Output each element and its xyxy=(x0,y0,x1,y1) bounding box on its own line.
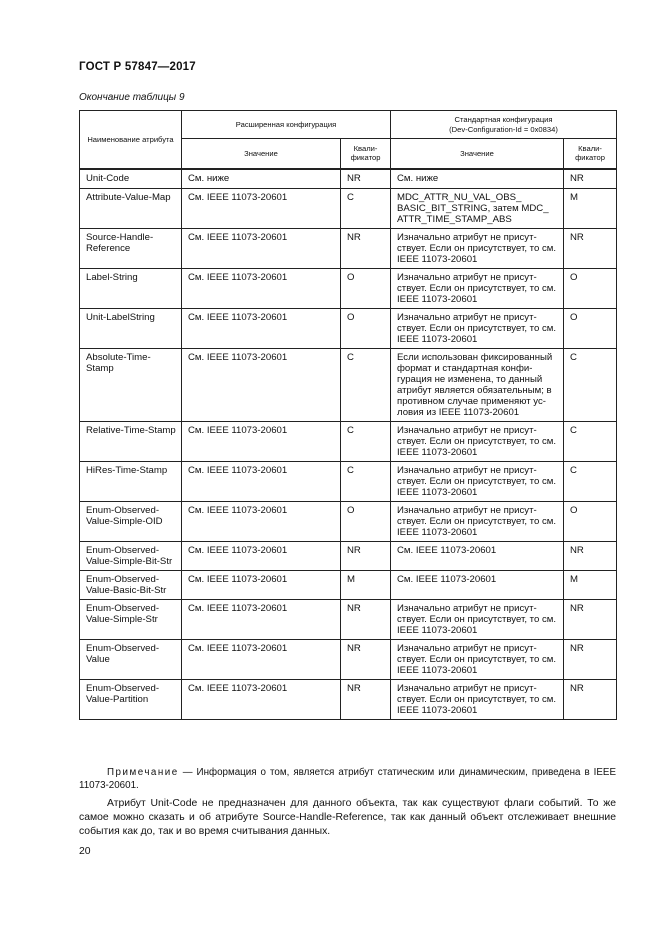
table-body xyxy=(80,169,617,720)
cell-ext-value: См. IEEE 11073-20601 xyxy=(182,462,341,502)
cell-attribute-name: Label-String xyxy=(80,269,182,309)
cell-attribute-name: Unit-Code xyxy=(80,169,182,189)
cell-std-qualifier: C xyxy=(564,349,617,422)
table-row xyxy=(80,640,617,680)
cell-std-value: Изначально атрибут не присутствует. Если он присутствует, то см. IEEE 11073-20601 xyxy=(391,680,564,720)
table-row xyxy=(80,542,617,571)
table-row xyxy=(80,269,617,309)
cell-std-value: Изначально атрибут не присутствует. Если он присутствует, то см. IEEE 11073-20601 xyxy=(391,229,564,269)
cell-std-qualifier: NR xyxy=(564,542,617,571)
table-caption: Окончание таблицы 9 xyxy=(79,92,185,103)
cell-std-value: Изначально атрибут не присутствует. Если он присутствует, то см. IEEE 11073-20601 xyxy=(391,640,564,680)
cell-std-qualifier: NR xyxy=(564,680,617,720)
cell-std-qualifier: NR xyxy=(564,600,617,640)
cell-ext-qualifier: O xyxy=(341,502,391,542)
table-row xyxy=(80,422,617,462)
col-group-standard-config xyxy=(391,111,617,139)
col-group-extended-config: Расширенная конфигурация xyxy=(182,111,391,139)
cell-attribute-name: Relative-Time-Stamp xyxy=(80,422,182,462)
cell-std-qualifier: NR xyxy=(564,169,617,189)
cell-ext-qualifier: NR xyxy=(341,229,391,269)
cell-ext-value: См. IEEE 11073-20601 xyxy=(182,600,341,640)
cell-ext-value: См. IEEE 11073-20601 xyxy=(182,542,341,571)
table-row xyxy=(80,169,617,189)
cell-ext-qualifier: NR xyxy=(341,169,391,189)
cell-ext-value: См. IEEE 11073-20601 xyxy=(182,349,341,422)
cell-std-qualifier: C xyxy=(564,422,617,462)
cell-std-qualifier: O xyxy=(564,309,617,349)
cell-ext-value: См. IEEE 11073-20601 xyxy=(182,571,341,600)
col-header-ext-value: Значение xyxy=(182,139,341,169)
cell-ext-qualifier: NR xyxy=(341,680,391,720)
cell-std-value: Изначально атрибут не присутствует. Если он присутствует, то см. IEEE 11073-20601 xyxy=(391,600,564,640)
cell-ext-qualifier: C xyxy=(341,462,391,502)
table-row xyxy=(80,571,617,600)
cell-attribute-name: Attribute-Value-Map xyxy=(80,189,182,229)
cell-std-qualifier: O xyxy=(564,502,617,542)
col-header-std-value: Значение xyxy=(391,139,564,169)
page-number: 20 xyxy=(79,846,91,857)
cell-attribute-name: Enum-Observed-Value-Simple-OID xyxy=(80,502,182,542)
cell-std-qualifier: NR xyxy=(564,640,617,680)
cell-attribute-name: Source-Handle-Reference xyxy=(80,229,182,269)
cell-ext-qualifier: C xyxy=(341,349,391,422)
cell-ext-qualifier: NR xyxy=(341,600,391,640)
cell-ext-qualifier: O xyxy=(341,269,391,309)
standard-config-id: (Dev-Configuration-Id = 0x0834) xyxy=(449,124,558,134)
cell-std-value: Изначально атрибут не присутствует. Если он присутствует, то см. IEEE 11073-20601 xyxy=(391,422,564,462)
cell-std-qualifier: M xyxy=(564,571,617,600)
cell-ext-value: См. ниже xyxy=(182,169,341,189)
table-row xyxy=(80,680,617,720)
cell-std-value: См. IEEE 11073-20601 xyxy=(391,542,564,571)
cell-std-value: См. IEEE 11073-20601 xyxy=(391,571,564,600)
col-header-attribute-name: Наименование атрибута xyxy=(80,111,182,169)
table-row xyxy=(80,600,617,640)
cell-std-value: MDC_ATTR_NU_VAL_OBS_ BASIC_BIT_STRING, затем MDC_ ATTR_TIME_STAMP_ABS xyxy=(391,189,564,229)
cell-attribute-name: Enum-Observed-Value xyxy=(80,640,182,680)
cell-std-value: См. ниже xyxy=(391,169,564,189)
table-row xyxy=(80,229,617,269)
note-label: Примечание xyxy=(107,767,179,778)
table-row xyxy=(80,189,617,229)
cell-ext-value: См. IEEE 11073-20601 xyxy=(182,640,341,680)
cell-attribute-name: Enum-Observed-Value-Simple-Bit-Str xyxy=(80,542,182,571)
cell-attribute-name: Unit-LabelString xyxy=(80,309,182,349)
cell-ext-qualifier: NR xyxy=(341,542,391,571)
table-row xyxy=(80,349,617,422)
cell-ext-value: См. IEEE 11073-20601 xyxy=(182,269,341,309)
cell-ext-value: См. IEEE 11073-20601 xyxy=(182,680,341,720)
body-paragraph: Атрибут Unit-Code не предназначен для данного объекта, так как существуют флаги событий. То же самое можно сказать и об атрибуте Source-Handle-Reference, так как данный объект отслеживает внешние события как до, так и во время считывания данных. xyxy=(79,798,616,837)
cell-std-qualifier: O xyxy=(564,269,617,309)
cell-ext-value: См. IEEE 11073-20601 xyxy=(182,229,341,269)
table-row xyxy=(80,462,617,502)
col-header-ext-qualifier: Квали-фикатор xyxy=(341,139,391,169)
cell-ext-qualifier: C xyxy=(341,189,391,229)
cell-ext-value: См. IEEE 11073-20601 xyxy=(182,422,341,462)
cell-std-value: Изначально атрибут не присутствует. Если он присутствует, то см. IEEE 11073-20601 xyxy=(391,309,564,349)
cell-ext-qualifier: O xyxy=(341,309,391,349)
cell-std-qualifier: NR xyxy=(564,229,617,269)
table-row xyxy=(80,502,617,542)
cell-std-qualifier: M xyxy=(564,189,617,229)
cell-ext-value: См. IEEE 11073-20601 xyxy=(182,189,341,229)
cell-ext-value: См. IEEE 11073-20601 xyxy=(182,309,341,349)
cell-attribute-name: Enum-Observed-Value-Partition xyxy=(80,680,182,720)
table-row xyxy=(80,309,617,349)
cell-ext-qualifier: M xyxy=(341,571,391,600)
note-text: — Информация о том, является атрибут статическим или динамическим, приведена в IEEE 11073-20601. xyxy=(79,767,616,791)
cell-std-value: Изначально атрибут не присутствует. Если он присутствует, то см. IEEE 11073-20601 xyxy=(391,502,564,542)
cell-std-value: Изначально атрибут не присутствует. Если он присутствует, то см. IEEE 11073-20601 xyxy=(391,462,564,502)
cell-attribute-name: Enum-Observed-Value-Basic-Bit-Str xyxy=(80,571,182,600)
table-note xyxy=(79,766,616,792)
document-header: ГОСТ Р 57847—2017 xyxy=(79,61,196,73)
cell-ext-qualifier: C xyxy=(341,422,391,462)
cell-std-value: Изначально атрибут не присутствует. Если он присутствует, то см. IEEE 11073-20601 xyxy=(391,269,564,309)
standard-config-title: Стандартная конфигурация xyxy=(454,115,553,124)
cell-ext-qualifier: NR xyxy=(341,640,391,680)
cell-std-qualifier: C xyxy=(564,462,617,502)
cell-attribute-name: Absolute-Time-Stamp xyxy=(80,349,182,422)
col-header-std-qualifier: Квали-фикатор xyxy=(564,139,617,169)
cell-std-value: Если использован фиксированный формат и стандартная конфигурация не изменена, то данный атрибут является обязательным; в противном случае применяют условия из IEEE 11073-20601 xyxy=(391,349,564,422)
attribute-table xyxy=(79,110,617,720)
cell-attribute-name: HiRes-Time-Stamp xyxy=(80,462,182,502)
cell-attribute-name: Enum-Observed-Value-Simple-Str xyxy=(80,600,182,640)
cell-ext-value: См. IEEE 11073-20601 xyxy=(182,502,341,542)
